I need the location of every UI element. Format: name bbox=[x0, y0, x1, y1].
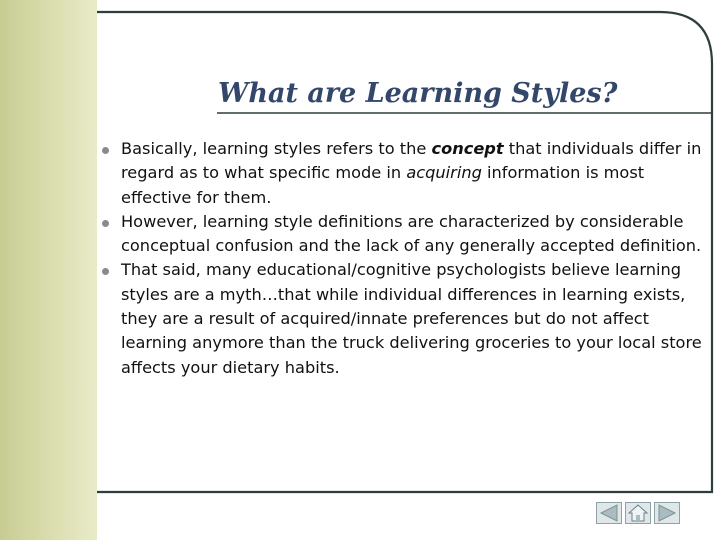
bullet-item bbox=[102, 210, 702, 259]
bullet-text-segment: acquiring bbox=[406, 163, 482, 183]
bullet-text-segment: However, learning style definitions are characterized by considerable conceptual confusion and the lack of any generally accepted definition. bbox=[121, 211, 702, 256]
bullet-text-segment: concept bbox=[431, 139, 504, 158]
bullet-list bbox=[102, 137, 702, 380]
next-slide-button[interactable] bbox=[654, 502, 680, 524]
bullet-dot-icon bbox=[102, 220, 109, 227]
bullet-dot-icon bbox=[102, 268, 109, 275]
home-button[interactable] bbox=[625, 502, 651, 524]
bullet-text-segment: Basically, learning styles refers to the bbox=[121, 139, 432, 158]
bullet-text-segment: that individuals differ in regard as to what specific mode in bbox=[121, 139, 702, 183]
previous-slide-button[interactable] bbox=[596, 502, 622, 524]
bullet-item bbox=[102, 258, 702, 379]
slide-title: What are Learning Styles? bbox=[218, 78, 618, 109]
bullet-text-segment: That said, many educational/cognitive psychologists believe learning styles are a myth…that while individual differences in learning exists, they are a result of acquired/innate preferences but do not affect learning anymore than the truck delivering groceries to your local store affects your dietary habits. bbox=[121, 260, 702, 377]
bullet-item bbox=[102, 137, 702, 210]
bullet-dot-icon bbox=[102, 147, 109, 154]
bullet-text-segment: information is most effective for them. bbox=[121, 163, 645, 207]
